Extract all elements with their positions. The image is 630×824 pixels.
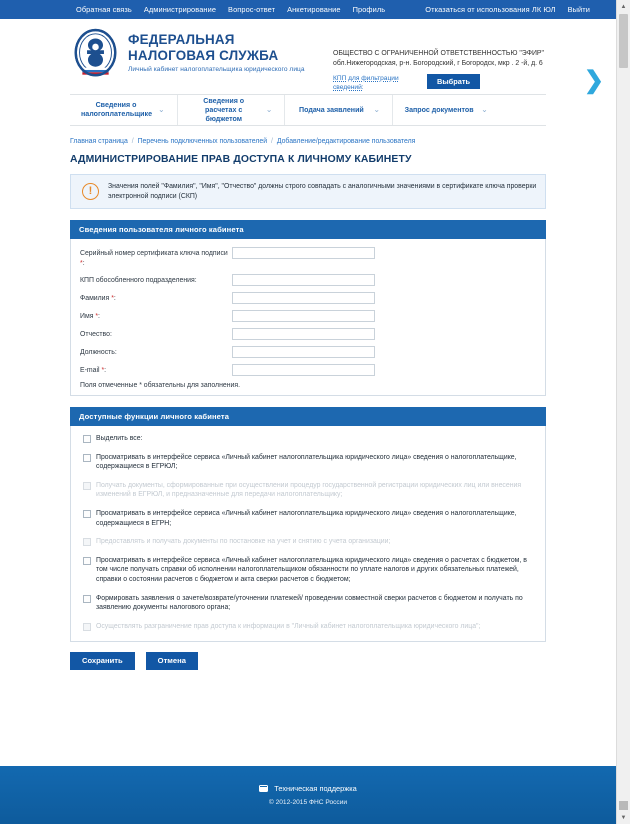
- brand-line-1: ФЕДЕРАЛЬНАЯ: [128, 32, 235, 47]
- label-text: Фамилия: [80, 295, 110, 302]
- label-patronymic: Отчество:: [80, 331, 112, 338]
- menu-item-request-documents[interactable]: [393, 95, 500, 125]
- checkbox-label: Выделить все:: [96, 435, 143, 442]
- breadcrumb-item-edit-user[interactable]: Добавление/редактирование пользователя: [276, 138, 416, 145]
- checkbox-registration-dereg: [83, 538, 91, 546]
- label-kpp: КПП обособленного подразделения:: [80, 277, 197, 284]
- topbar-link-feedback[interactable]: Обратная связь: [76, 5, 132, 14]
- main-menu: [70, 94, 546, 126]
- breadcrumb-separator: /: [270, 138, 273, 145]
- brand-line-2: НАЛОГОВАЯ СЛУЖБА: [128, 48, 279, 63]
- chevron-down-icon: ⌄: [481, 105, 488, 114]
- required-fields-note: Поля отмеченные * обязательны для заполнения.: [80, 382, 241, 389]
- chevron-down-icon: ⌄: [373, 105, 381, 114]
- chevron-right-icon[interactable]: ❯: [583, 67, 604, 94]
- functions-panel: [70, 407, 546, 642]
- notice-banner: [70, 174, 546, 209]
- label-text: E-mail: [80, 367, 100, 374]
- label-email: E-mail *:: [80, 367, 107, 374]
- topbar-link-administration[interactable]: Администрирование: [143, 5, 217, 14]
- required-marker: *: [80, 259, 83, 267]
- chevron-down-icon: ⌄: [158, 105, 165, 114]
- functions-panel-body: [70, 426, 546, 642]
- breadcrumb-separator: /: [131, 138, 134, 145]
- main-content: [70, 137, 546, 670]
- topbar-link-logout[interactable]: Выйти: [567, 5, 590, 14]
- checkbox-budget-settlements[interactable]: [83, 557, 91, 565]
- user-info-panel-body: [70, 239, 546, 396]
- label-text: Серийный номер сертификата ключа подписи: [80, 250, 228, 258]
- menu-item-label: Сведения о налогоплательщике: [81, 101, 153, 118]
- site-header: [0, 19, 616, 94]
- checkbox-access-rights: [83, 623, 91, 631]
- topbar-link-survey[interactable]: Анкетирование: [287, 5, 341, 14]
- cancel-button[interactable]: Отмена: [146, 652, 198, 670]
- organization-actions: [333, 74, 548, 92]
- site-footer: [0, 766, 616, 824]
- scrollbar-up-arrow-icon[interactable]: ▲: [617, 0, 630, 13]
- label-position: Должность:: [80, 349, 117, 356]
- menu-item-budget-settlements[interactable]: [178, 95, 286, 125]
- notice-text: Значения полей "Фамилия", "Имя", "Отчество" должны строго совпадать с аналогичными значениями в сертификате ключа проверки электронной подписи (СКП): [108, 183, 537, 200]
- label-lastname: Фамилия *:: [80, 295, 116, 302]
- brand-subtitle: Личный кабинет налогоплательщика юридического лица: [128, 66, 305, 73]
- functions-panel-title: Доступные функции личного кабинета: [70, 407, 546, 426]
- lastname-input[interactable]: [232, 292, 375, 304]
- topbar-left-group: [70, 0, 391, 19]
- organization-block: [333, 49, 548, 92]
- checkbox-row-egrul-view[interactable]: [80, 453, 536, 472]
- checkbox-registration-docs: [83, 482, 91, 490]
- label-text: Имя: [80, 313, 94, 320]
- checkbox-label: Получать документы, сформированные при осуществлении процедур государственной регистрации юридических лиц или внесения изменений в ЕГРЮЛ, и предназначенные для передачи налогоплательщику;: [96, 481, 522, 499]
- support-link[interactable]: Техническая поддержка: [274, 784, 357, 793]
- select-button[interactable]: Выбрать: [427, 74, 480, 89]
- user-info-panel: [70, 220, 546, 396]
- label-text: Отчество: [80, 331, 110, 338]
- form-row-firstname: [80, 310, 536, 322]
- scrollbar-track-marker[interactable]: [619, 801, 628, 810]
- form-row-patronymic: [80, 328, 536, 340]
- brand-block: [128, 28, 305, 73]
- form-actions: [70, 652, 546, 670]
- label-firstname: Имя *:: [80, 313, 100, 320]
- required-marker: *: [95, 313, 99, 320]
- checkbox-row-offset-refund-applications[interactable]: [80, 594, 536, 613]
- checkbox-row-select-all[interactable]: [80, 434, 536, 444]
- form-row-position: [80, 346, 536, 358]
- menu-item-label: Сведения о расчетах с бюджетом: [203, 96, 245, 123]
- checkbox-label: Формировать заявления о зачете/возврате/уточнении платежей/ проведении совместной сверки расчетов с бюджетом и получать по заявлению документы налогового органа;: [96, 594, 523, 612]
- menu-item-taxpayer-info[interactable]: [70, 95, 178, 125]
- form-row-lastname: [80, 292, 536, 304]
- position-input[interactable]: [232, 346, 375, 358]
- copyright-text: © 2012-2015 ФНС России: [268, 799, 348, 806]
- topbar-link-faq[interactable]: Вопрос-ответ: [228, 5, 276, 14]
- topbar-link-profile[interactable]: Профиль: [352, 5, 386, 14]
- checkbox-egrn-view[interactable]: [83, 510, 91, 518]
- kpp-filter-link[interactable]: КПП для фильтрации сведений:: [333, 74, 399, 91]
- topbar-right-group: [419, 0, 596, 19]
- form-row-email: [80, 364, 536, 376]
- patronymic-input[interactable]: [232, 328, 375, 340]
- topbar-link-opt-out[interactable]: Отказаться от использования ЛК ЮЛ: [425, 5, 556, 14]
- page-title: АДМИНИСТРИРОВАНИЕ ПРАВ ДОСТУПА К ЛИЧНОМУ КАБИНЕТУ: [70, 154, 412, 165]
- scrollbar-thumb[interactable]: [619, 14, 628, 68]
- menu-item-label: Подача заявлений: [299, 105, 364, 114]
- checkbox-offset-refund-applications[interactable]: [83, 595, 91, 603]
- label-text: Должность: [80, 349, 115, 356]
- checkbox-row-egrn-view[interactable]: [80, 509, 536, 528]
- top-navigation-bar: [0, 0, 616, 19]
- page-scrollbar[interactable]: [616, 0, 630, 824]
- save-button[interactable]: Сохранить: [70, 652, 135, 670]
- label-certificate-serial: Серийный номер сертификата ключа подписи *:: [80, 250, 228, 267]
- breadcrumb: [70, 137, 546, 147]
- checkbox-row-budget-settlements[interactable]: [80, 556, 536, 585]
- checkbox-label: Просматривать в интерфейсе сервиса «Личный кабинет налогоплательщика юридического лица» сведения о налогоплательщике, содержащиеся в ЕГРН;: [96, 509, 517, 527]
- organization-name: ОБЩЕСТВО С ОГРАНИЧЕННОЙ ОТВЕТСТВЕННОСТЬЮ "ЭФИР": [333, 50, 544, 57]
- fns-emblem-icon: [72, 28, 119, 80]
- firstname-input[interactable]: [232, 310, 375, 322]
- scrollbar-down-arrow-icon[interactable]: ▼: [617, 811, 630, 824]
- required-marker: *: [111, 295, 114, 302]
- required-marker: *: [101, 367, 105, 374]
- menu-item-label: Запрос документов: [404, 105, 474, 114]
- label-text: КПП обособленного подразделения: [80, 277, 195, 284]
- checkbox-label: Осуществлять разграничение прав доступа к информации в "Личный кабинет налогоплательщика юридического лица";: [96, 622, 481, 630]
- user-info-panel-title: Сведения пользователя личного кабинета: [70, 220, 546, 239]
- checkbox-select-all[interactable]: [83, 435, 91, 443]
- form-row-certificate-serial: [80, 247, 536, 268]
- form-row-kpp: [80, 274, 536, 286]
- warning-icon: !: [82, 183, 99, 200]
- checkbox-row-registration-dereg: [80, 537, 536, 547]
- menu-item-submit-applications[interactable]: [285, 95, 393, 125]
- checkbox-label: Просматривать в интерфейсе сервиса «Личный кабинет налогоплательщика юридического лица» сведения о налогоплательщике, содержащиеся в ЕГРЮЛ;: [96, 453, 517, 471]
- certificate-serial-input[interactable]: [232, 247, 375, 259]
- email-input[interactable]: [232, 364, 375, 376]
- chevron-down-icon: ⌄: [265, 105, 273, 114]
- support-line[interactable]: [259, 784, 356, 793]
- breadcrumb-item-home[interactable]: Главная страница: [70, 138, 128, 145]
- checkbox-label: Предоставлять и получать документы по постановке на учет и снятию с учета организации;: [96, 538, 391, 546]
- checkbox-row-registration-docs: [80, 481, 536, 500]
- breadcrumb-item-users-list[interactable]: Перечень подключенных пользователей: [137, 138, 268, 145]
- checkbox-row-access-rights: [80, 622, 536, 632]
- checkbox-egrul-view[interactable]: [83, 454, 91, 462]
- checkbox-label: Просматривать в интерфейсе сервиса «Личный кабинет налогоплательщика юридического лица» сведения о расчетах с бюджетом, в том числе получать справки об исполнении налогоплательщиком обязанности по уплате налогов и других обязательных платежей, справки о состоянии расчетов с бюджетом и акта сверки расчетов с бюджетом;: [96, 556, 527, 583]
- organization-address: обл.Нижегородская, р-н. Богородский, г Богородск, мкр . 2 -й, д. 6: [333, 60, 543, 68]
- kpp-input[interactable]: [232, 274, 375, 286]
- mail-icon: [259, 785, 268, 792]
